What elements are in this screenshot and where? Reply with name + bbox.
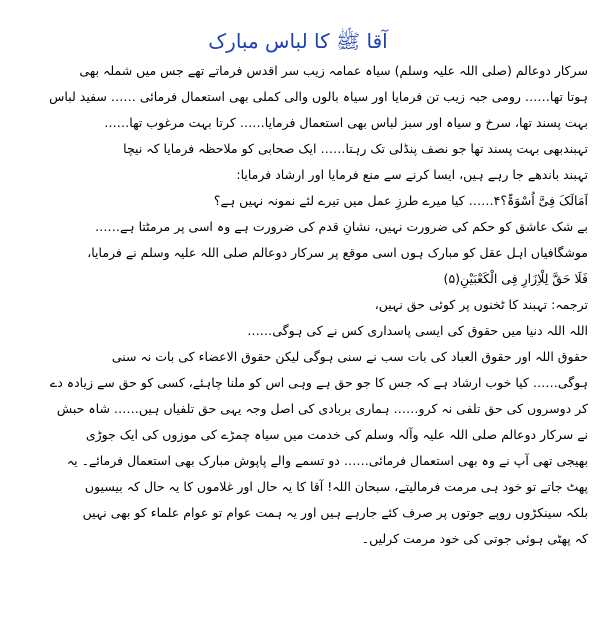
paragraph-line: حقوق اللہ اور حقوق العباد کی بات سب نے سنی ہوگی لیکن حقوق الاعضاء کی بات نہ سنی	[111, 349, 588, 364]
arabic-quote-line: اَمَالَکَ فِیَّ اُسْوَۃٌ؟۴…… کیا میرے طرزِ عمل میں تیرے لئے نمونہ نہیں ہے؟	[213, 193, 588, 208]
paragraph-line: پھٹ جاتے تو خود ہی مرمت فرمالیتے، سبحان اللہ! آقا کا یہ حال اور غلاموں کا یہ حال کہ بیسیوں	[84, 479, 588, 494]
paragraph-line: سرکار دوعالم (صلی اللہ علیہ وسلم) سیاہ عمامہ زیب سر اقدس فرماتے تھے جس میں شملہ بھی	[79, 63, 588, 78]
paragraph-line: ہوتا تھا…… رومی جبہ زیب تن فرمایا اور سیاہ بالوں والی کملی بھی استعمال فرمائی …… سفید لباس	[49, 89, 588, 104]
paragraph-line: بھیجی تھی آپ نے وہ بھی استعمال فرمائی…… دو تسمے والے پاپوش مبارک بھی استعمال فرمائے۔ یہ	[66, 453, 588, 468]
paragraph-line: اللہ اللہ دنیا میں حقوق کی ایسی پاسداری کس نے کی ہوگی……	[247, 323, 588, 338]
paragraph-line: موشگافیاں اہل عقل کو مبارک ہوں اسی موقع پر سرکار دوعالم صلی اللہ علیہ وسلم نے فرمایا،	[87, 245, 588, 260]
paragraph-line: ہوگی…… کیا خوب ارشاد ہے کہ جس کا جو حق ہے وہی اس کو ملنا چاہئے، کسی کو حق سے زیادہ دے	[49, 375, 588, 390]
page-title: آقا ﷺ کا لباس مبارک	[208, 29, 388, 53]
paragraph-line: تہبندبھی بہت پسند تھا جو نصف پنڈلی تک رہتا…… ایک صحابی کو ملاحظہ فرمایا کہ نیچا	[123, 141, 588, 156]
paragraph-line: نے سرکار دوعالم صلی اللہ علیہ وآلہ وسلم کی خدمت میں سیاہ چمڑے کی موزوں کی ایک جوڑی	[85, 427, 588, 442]
paragraph-line: بے شک عاشق کو حکم کی ضرورت نہیں، نشانِ قدم کی ضرورت ہے وہ اسی پر مرمٹتا ہے……	[94, 219, 588, 234]
paragraph-line: بہت پسند تھا، سرخ و سیاہ اور سبز لباس بھی استعمال فرمایا…… کرتا بہت مرغوب تھا……	[104, 115, 588, 130]
paragraph-line: تہبند باندھے جا رہے ہیں، ایسا کرنے سے منع فرمایا اور ارشاد فرمایا:	[236, 167, 588, 182]
article-body	[8, 58, 588, 552]
arabic-hadith-line: فَلَا حَقَّ لِلْاِزَارِ فِی الْکَعْبَیْنِ(۵)	[443, 271, 588, 286]
paragraph-line: کہ پھٹی ہوئی جوتی کی خود مرمت کرلیں۔	[361, 531, 588, 546]
paragraph-line: بلکہ سینکڑوں روپے جوتوں پر صرف کئے جارہے ہیں اور یہ ہمت عوام تو عوام علماء کو بھی نہیں	[82, 505, 588, 520]
paragraph-line: کر دوسروں کی حق تلفی نہ کرو…… ہماری بربادی کی اصل وجہ یہی حق تلفیاں ہیں…… شاہ حبش	[56, 401, 588, 416]
translation-line: ترجمہ: تہبند کا ٹخنوں پر کوئی حق نہیں،	[374, 297, 588, 312]
